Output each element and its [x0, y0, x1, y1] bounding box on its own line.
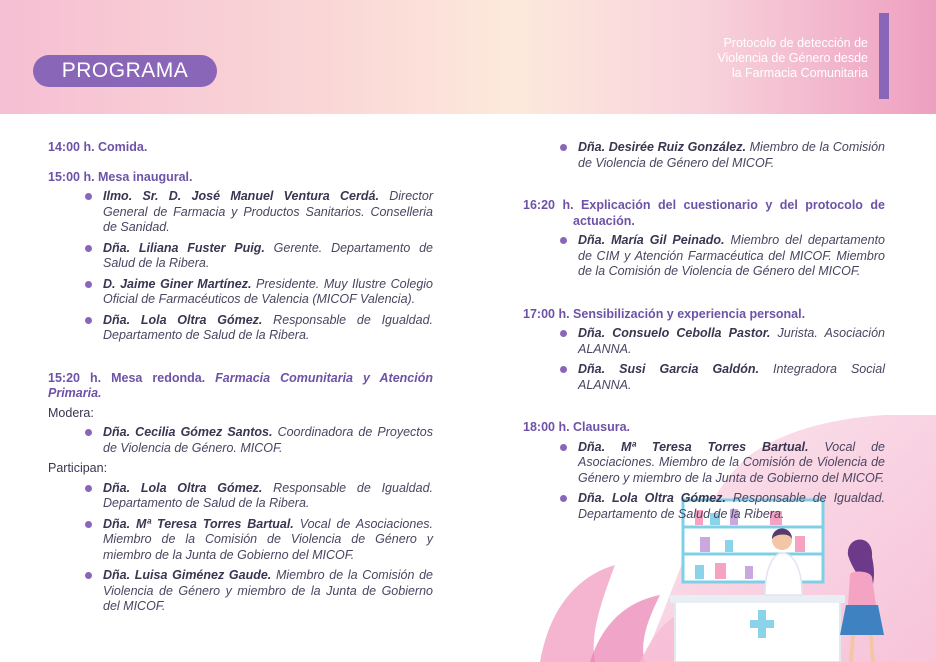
list-item [523, 326, 885, 357]
speaker-name: Dña. Luisa Giménez Gaude. [103, 568, 272, 582]
modera-label: Modera: [48, 405, 94, 420]
speaker-role: Integradora Social ALANNA. [578, 362, 885, 392]
bullet-icon [560, 144, 567, 151]
speaker-role: Responsable de Igualdad. Departamento de Salud de la Ribera. [103, 480, 433, 510]
bullet-icon [560, 444, 567, 451]
list-item [48, 517, 433, 564]
session-time: 14:00 h. Comida. [48, 140, 148, 154]
list-item [48, 241, 433, 272]
left-column [48, 140, 433, 620]
speaker-role: Jurista. Asociación ALANNA. [578, 326, 885, 356]
participant-list [48, 481, 433, 615]
speaker-name: Ilmo. Sr. D. José Manuel Ventura Cerdá. [103, 189, 379, 203]
list-item [523, 491, 885, 522]
speaker-role: Responsable de Igualdad. Departamento de Salud de la Ribera. [578, 491, 885, 521]
list-item [523, 140, 885, 171]
bottle-icon [745, 566, 753, 579]
speaker-role: Director General de Farmacia y Productos Sanitarios. Conselleria de Sanidad. [103, 189, 433, 234]
speaker-name: Dña. Mª Teresa Torres Bartual. [578, 439, 809, 454]
list-item [48, 189, 433, 236]
speaker-role: Presidente. Muy Ilustre Colegio Oficial de Farmacéuticos de Valencia (MICOF Valencia). [103, 276, 434, 306]
header-accent-bar [879, 13, 889, 99]
bottle-icon [795, 536, 805, 552]
session-time: 16:20 h. Explicación del cuestionario y del protocolo de actuación. [523, 198, 885, 228]
speaker-role: Vocal de Asociaciones. Miembro de la Comisión de Violencia de Género y miembro de la Junta de Gobierno del MICOF. [103, 516, 433, 562]
customer-skirt [840, 605, 884, 635]
bullet-icon [560, 366, 567, 373]
session-time: 18:00 h. Clausura. [523, 420, 630, 434]
speaker-list [523, 140, 885, 171]
speaker-role: Gerente. Departamento de Salud de la Ribera. [103, 240, 433, 270]
speaker-role: Miembro de la Comisión de Violencia de Género del MICOF. [578, 140, 885, 170]
bottle-icon [725, 540, 733, 552]
speaker-list [523, 440, 885, 523]
bullet-icon [85, 193, 92, 200]
speaker-list [48, 189, 433, 344]
bullet-icon [85, 281, 92, 288]
participan-label: Participan: [48, 461, 108, 475]
header-subtitle-line: Protocolo de detección de [723, 36, 868, 50]
speaker-name: Dña. Liliana Fuster Puig. [103, 240, 265, 255]
header-subtitle-line: la Farmacia Comunitaria [731, 66, 868, 80]
counter [675, 600, 840, 662]
speaker-list [523, 233, 885, 280]
speaker-name: Dña. Lola Oltra Gómez. [103, 480, 263, 495]
speaker-role: Miembro del departamento de CIM y Atención Farmacéutica del MICOF. Miembro de la Comisión de Violencia de Género del MICOF. [578, 233, 885, 278]
speaker-name: Dña. Cecilia Gómez Santos. [103, 425, 273, 439]
list-item [48, 425, 433, 456]
list-item [48, 481, 433, 512]
bullet-icon [85, 317, 92, 324]
session-time: 17:00 h. Sensibilización y experiencia personal. [523, 306, 806, 321]
speaker-role: Coordinadora de Proyectos de Violencia de Género. MICOF. [103, 425, 433, 455]
speaker-name: Dña. Consuelo Cebolla Pastor. [578, 326, 771, 340]
list-item [48, 313, 433, 344]
bullet-icon [560, 237, 567, 244]
speaker-role: Vocal de Asociaciones. Miembro de la Comisión de Violencia de Género y miembro de la Junta de Gobierno del MICOF. [578, 439, 886, 485]
list-item [48, 277, 433, 308]
list-item [523, 362, 885, 393]
session-time [48, 371, 433, 402]
header-subtitle-line: Violencia de Género desde [717, 51, 868, 65]
moderator-list [48, 425, 433, 456]
bullet-icon [85, 245, 92, 252]
bullet-icon [85, 429, 92, 436]
header-subtitle [628, 36, 868, 81]
bullet-icon [85, 485, 92, 492]
bottle-icon [700, 537, 710, 552]
speaker-name: D. Jaime Giner Martínez. [103, 276, 252, 291]
customer-top [848, 571, 876, 605]
speaker-name: Dña. María Gil Peinado. [578, 233, 725, 247]
header-banner [0, 0, 936, 114]
speaker-name: Dña. Lola Oltra Gómez. [578, 491, 726, 505]
speaker-name: Dña. Susi Garcia Galdón. [578, 362, 759, 376]
counter-top [670, 595, 845, 603]
bottle-icon [715, 563, 726, 579]
session-topic: Farmacia Comunitaria y Atención Primaria. [48, 370, 433, 400]
speaker-name: Dña. Mª Teresa Torres Bartual. [103, 516, 294, 531]
list-item [523, 440, 885, 487]
page-title: PROGRAMA [33, 55, 217, 87]
speaker-name: Dña. Lola Oltra Gómez. [103, 312, 263, 327]
speaker-role: Responsable de Igualdad. Departamento de Salud de la Ribera. [103, 312, 433, 342]
list-item [523, 233, 885, 280]
bullet-icon [560, 330, 567, 337]
bullet-icon [85, 521, 92, 528]
bottle-icon [695, 565, 704, 579]
session-time: 15:00 h. Mesa inaugural. [48, 169, 193, 184]
speaker-name: Dña. Desirée Ruiz González. [578, 140, 746, 154]
session-time-label: 15:20 h. Mesa redonda. [48, 370, 206, 385]
list-item [48, 568, 433, 615]
speaker-list [523, 326, 885, 393]
right-column [523, 140, 885, 527]
bullet-icon [85, 572, 92, 579]
bullet-icon [560, 495, 567, 502]
speaker-role: Miembro de la Comisión de Violencia de Género y miembro de la Junta de Gobierno del MICOF. [103, 568, 433, 613]
